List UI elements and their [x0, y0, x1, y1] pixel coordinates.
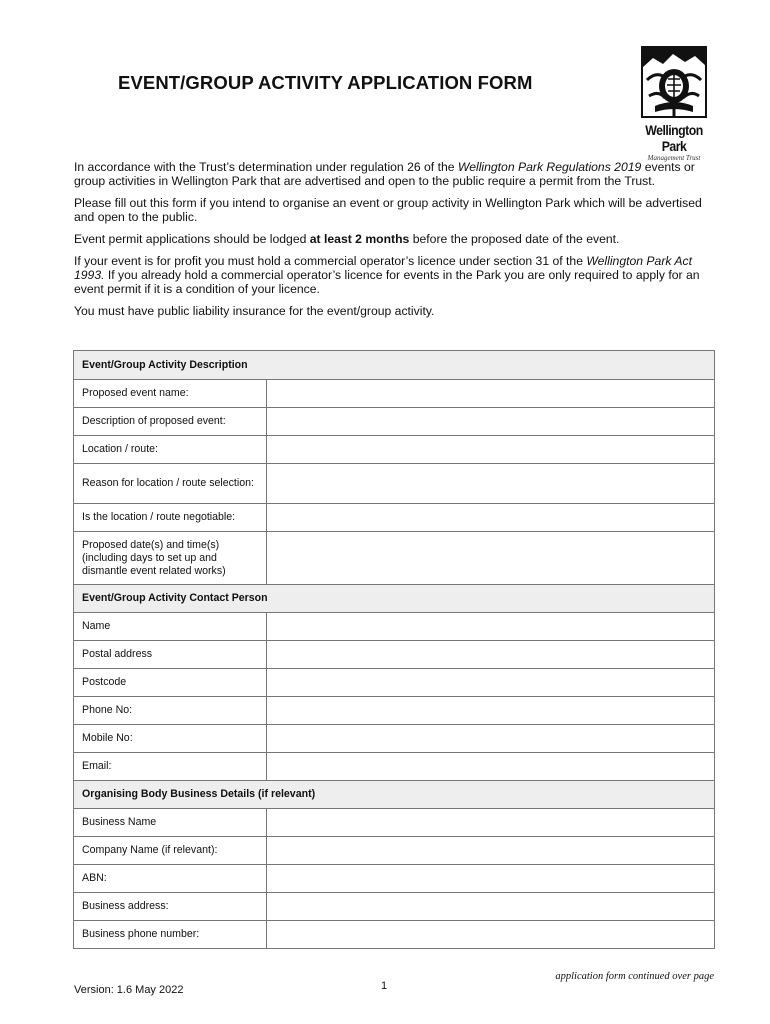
field-label: Name — [74, 613, 267, 641]
table-row — [74, 921, 715, 949]
field-label: Location / route: — [74, 436, 267, 464]
field-label: Postcode — [74, 669, 267, 697]
table-row — [74, 669, 715, 697]
field-label: Proposed event name: — [74, 380, 267, 408]
field-label: Postal address — [74, 641, 267, 669]
table-row — [74, 893, 715, 921]
continued-note: application form continued over page — [555, 971, 714, 982]
postal-address-field[interactable] — [267, 641, 715, 669]
table-row — [74, 809, 715, 837]
wellington-park-logo — [632, 46, 716, 162]
table-row — [74, 613, 715, 641]
postcode-field[interactable] — [267, 669, 715, 697]
field-label: ABN: — [74, 865, 267, 893]
application-form-table — [73, 350, 715, 949]
intro-paragraph-5: You must have public liability insurance for the event/group activity. — [74, 304, 435, 318]
section-heading-row — [74, 351, 715, 380]
proposed-dates-field[interactable] — [267, 532, 715, 585]
business-phone-field[interactable] — [267, 921, 715, 949]
field-label: Mobile No: — [74, 725, 267, 753]
section-contact-heading: Event/Group Activity Contact Person — [74, 585, 715, 613]
table-row — [74, 464, 715, 504]
table-row — [74, 408, 715, 436]
logo-name: Wellington Park — [645, 122, 703, 154]
route-negotiable-field[interactable] — [267, 504, 715, 532]
field-label: Email: — [74, 753, 267, 781]
waratah-flower-icon — [641, 46, 707, 118]
table-row — [74, 641, 715, 669]
footer-version: Version: 1.6 May 2022 — [74, 984, 184, 996]
table-row — [74, 725, 715, 753]
table-row — [74, 865, 715, 893]
intro-paragraph-4: If your event is for profit you must hold a commercial operator’s licence under section 31 of the Wellington Park Act 1993. If you already hold a commercial operator’s licence for events in the Park you are only required to apply for an event permit if it is a condition of your licence. — [74, 254, 700, 296]
event-name-field[interactable] — [267, 380, 715, 408]
table-row — [74, 532, 715, 585]
field-label: Company Name (if relevant): — [74, 837, 267, 865]
field-label: Is the location / route negotiable: — [74, 504, 267, 532]
abn-field[interactable] — [267, 865, 715, 893]
page-number: 1 — [381, 980, 388, 992]
location-route-field[interactable] — [267, 436, 715, 464]
section-heading-row — [74, 781, 715, 809]
phone-field[interactable] — [267, 697, 715, 725]
section-business-heading: Organising Body Business Details (if relevant) — [74, 781, 715, 809]
section-heading-row — [74, 585, 715, 613]
intro-paragraph-1: In accordance with the Trust’s determination under regulation 26 of the Wellington Park Regulations 2019 events or group activities in Wellington Park that are advertised and open to the public require a permit from the Trust. — [74, 160, 695, 188]
intro-paragraph-2: Please fill out this form if you intend to organise an event or group activity in Wellington Park which will be advertised and open to the public. — [74, 196, 702, 224]
company-name-field[interactable] — [267, 837, 715, 865]
table-row — [74, 504, 715, 532]
contact-name-field[interactable] — [267, 613, 715, 641]
email-field[interactable] — [267, 753, 715, 781]
intro-text — [74, 160, 724, 326]
form-title: EVENT/GROUP ACTIVITY APPLICATION FORM — [118, 72, 533, 93]
table-row — [74, 380, 715, 408]
section-description-heading: Event/Group Activity Description — [74, 351, 715, 380]
field-label: Business Name — [74, 809, 267, 837]
table-row — [74, 436, 715, 464]
logo-subtitle: Management Trust — [647, 154, 701, 162]
location-reason-field[interactable] — [267, 464, 715, 504]
field-label: Reason for location / route selection: — [74, 464, 267, 504]
field-label: Business phone number: — [74, 921, 267, 949]
field-label: Phone No: — [74, 697, 267, 725]
intro-paragraph-3: Event permit applications should be lodged at least 2 months before the proposed date of the event. — [74, 232, 620, 246]
mobile-field[interactable] — [267, 725, 715, 753]
table-row — [74, 697, 715, 725]
table-row — [74, 837, 715, 865]
field-label: Description of proposed event: — [74, 408, 267, 436]
event-description-field[interactable] — [267, 408, 715, 436]
table-row — [74, 753, 715, 781]
business-address-field[interactable] — [267, 893, 715, 921]
field-label: Proposed date(s) and time(s) (including days to set up and dismantle event related works) — [74, 532, 267, 585]
field-label: Business address: — [74, 893, 267, 921]
business-name-field[interactable] — [267, 809, 715, 837]
